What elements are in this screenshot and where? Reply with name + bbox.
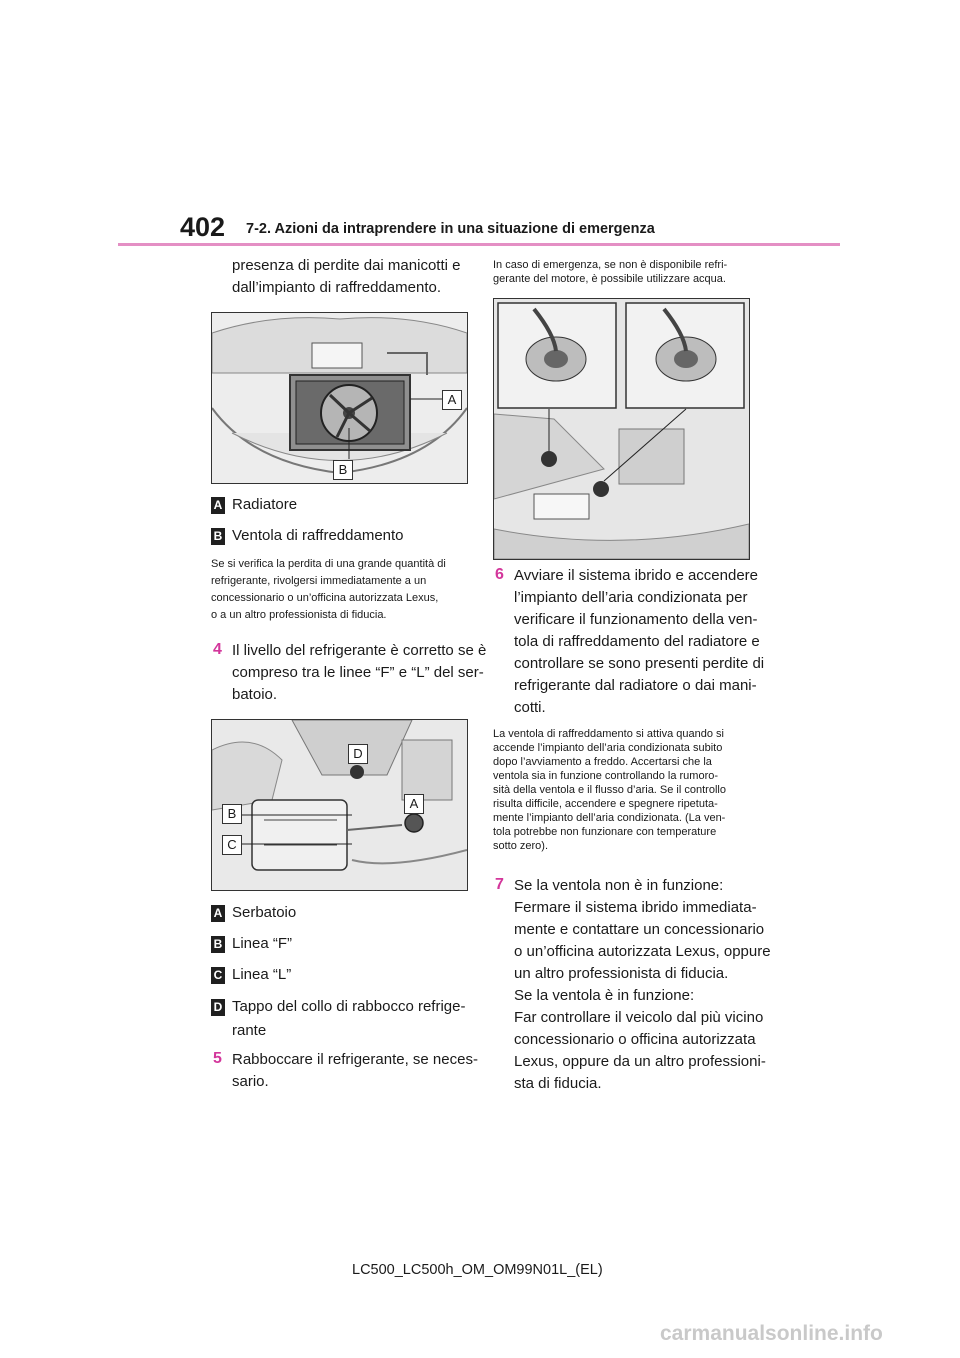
figure-radiator [211,312,468,484]
step-5-number: 5 [213,1050,222,1067]
legend-tappo: Tappo del collo di rabbocco refrige- [232,998,466,1015]
step-7-text: Se la ventola non è in funzione: Fermare il sistema ibrido immediata- mente e contattare un concessionario o un’officina autorizzata Lexus, oppure un altro professionista di fiducia. Se la ventola è in funzione: Far controllare il veicolo dal più vicino concessionario o officina autorizzata Lexus, oppure da un altro professioni- sta di fiducia. [514,877,771,1092]
note-fan: La ventola di raffreddamento si attiva quando si accende l’impianto dell’aria condizionata subito dopo l’avviamento a freddo. Accertarsi che la ventola sia in funzione controllando la rumoro- sità della ventola e il flusso d’aria. Se il controllo risulta difficile, accendere e spegnere ripetuta- mente l’impianto dell’aria condizionata. (La ven- tola potrebbe non funzionare con temperature sotto zero). [493,728,726,852]
reservoir-illustration [212,720,467,890]
legend-badge-b: B [211,528,225,545]
legend-linea-l: Linea “L” [232,966,292,983]
intro-text: presenza di perdite dai manicotti e dall’impianto di raffreddamento. [232,257,461,296]
section-title: 7-2. Azioni da intraprendere in una situazione di emergenza [246,221,655,237]
note-leak: Se si verifica la perdita di una grande quantità di refrigerante, rivolgersi immediatamente a un concessionario o un’officina autorizzata Lexus, o a un altro professionista di fiducia. [211,558,446,621]
step-5-text: Rabboccare il refrigerante, se neces- sario. [232,1051,478,1090]
callout-a: A [404,794,424,814]
legend-ventola: Ventola di raffreddamento [232,527,404,544]
step-4-number: 4 [213,641,222,658]
note-water: In caso di emergenza, se non è disponibile refri- gerante del motore, è possibile utilizzare acqua. [493,259,728,285]
step-6-number: 6 [495,566,504,583]
legend-badge-a: A [211,905,225,922]
legend-badge-c: C [211,967,225,984]
callout-b: B [333,460,353,480]
header-rule [118,243,840,246]
filler-cap-illustration [494,299,749,559]
callout-a: A [442,390,462,410]
callout-c: C [222,835,242,855]
callout-d: D [348,744,368,764]
legend-badge-a: A [211,497,225,514]
document-code: LC500_LC500h_OM_OM99N01L_(EL) [352,1262,603,1278]
figure-filler-caps [493,298,750,560]
legend-tappo-cont: rante [232,1022,267,1039]
radiator-illustration [212,313,467,483]
figure-reservoir [211,719,468,891]
page-number: 402 [180,212,226,242]
step-4-text: Il livello del refrigerante è corretto se è compreso tra le linee “F” e “L” del ser- batoio. [232,642,487,703]
step-7-number: 7 [495,876,504,893]
legend-badge-d: D [211,999,225,1016]
callout-b: B [222,804,242,824]
legend-badge-b: B [211,936,225,953]
step-6-text: Avviare il sistema ibrido e accendere l’impianto dell’aria condizionata per verificare il funzionamento della ven- tola di raffreddamento del radiatore e controllare se sono presenti perdite di refrigerante dal radiatore o dai mani- cotti. [514,567,765,716]
legend-linea-f: Linea “F” [232,935,293,952]
legend-serbatoio: Serbatoio [232,904,297,921]
watermark: carmanualsonline.info [660,1322,883,1345]
legend-radiatore: Radiatore [232,496,298,513]
